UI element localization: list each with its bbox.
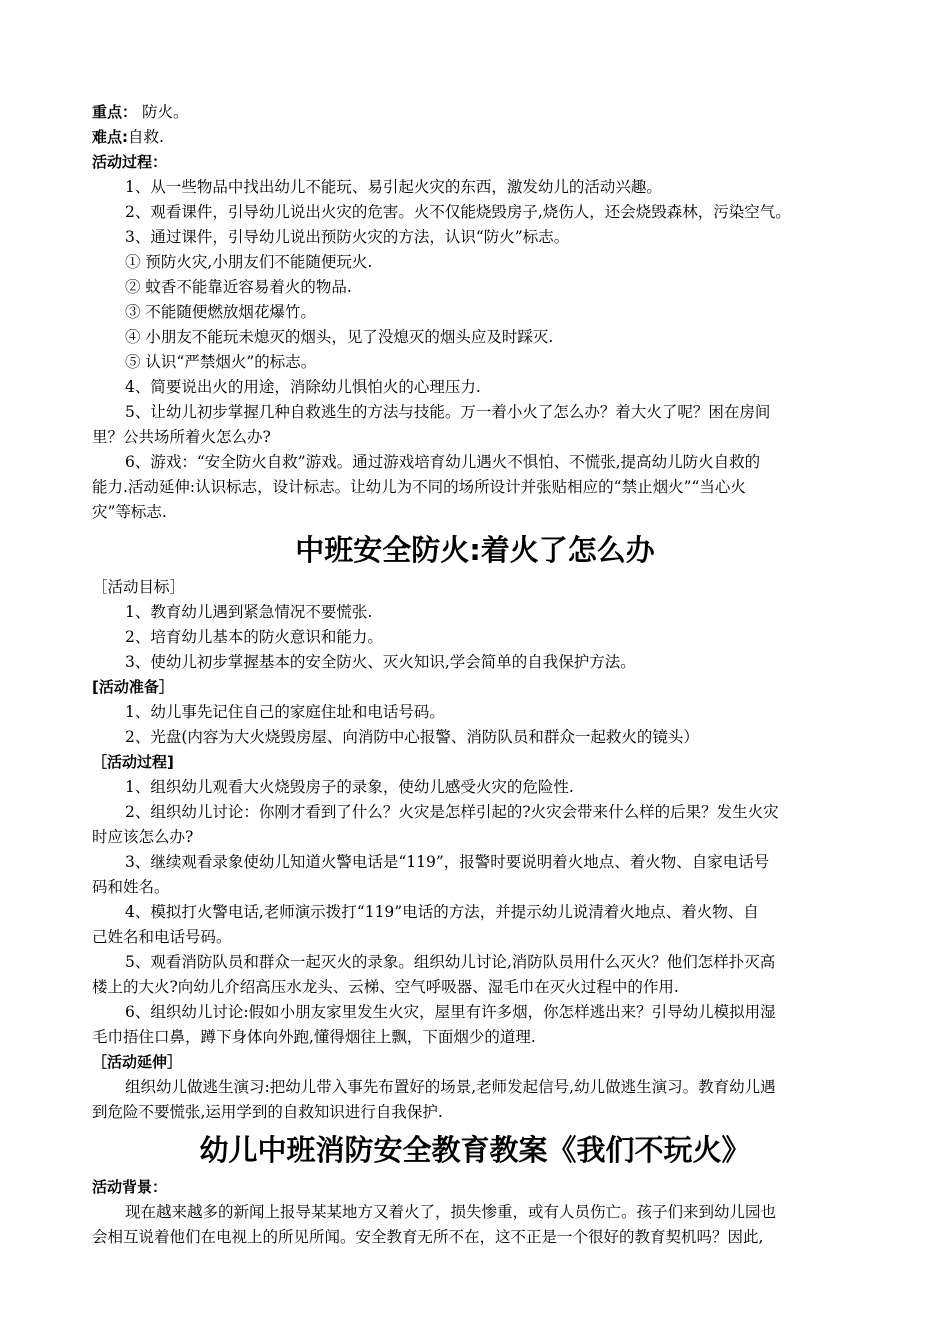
paragraph-line: 3、通过课件，引导幼儿说出预防火灾的方法，认识“防火”标志。 xyxy=(125,228,570,246)
paragraph-line: 毛巾捂住口鼻，蹲下身体向外跑,懂得烟往上飘，下面烟少的道理. xyxy=(92,1028,536,1046)
process-heading: 活动过程： xyxy=(92,153,168,171)
paragraph-line: 6、游戏：“安全防火自救”游戏。通过游戏培育幼儿遇火不惧怕、不慌张,提高幼儿防火自救的 xyxy=(125,453,761,471)
paragraph-line: ① 预防火灾,小朋友们不能随便玩火. xyxy=(125,253,373,271)
paragraph-line: 3、继续观看录象使幼儿知道火警电话是“119”，报警时要说明着火地点、着火物、自家电话号 xyxy=(125,853,770,871)
paragraph-line: 2、组织幼儿讨论：你刚才看到了什么？火灾是怎样引起的?火灾会带来什么样的后果？发生火灾 xyxy=(125,803,779,821)
paragraph-line: 4、模拟打火警电话,老师演示拨打“119”电话的方法，并提示幼儿说清着火地点、着火物、自 xyxy=(125,903,759,921)
paragraph-line: 1、从一些物品中找出幼儿不能玩、易引起火灾的东西，激发幼儿的活动兴趣。 xyxy=(125,178,662,196)
paragraph-line: ⑤ 认识“严禁烟火”的标志。 xyxy=(125,353,317,371)
section-title: 中班安全防火:着火了怎么办 xyxy=(295,533,655,567)
goal-heading: ［活动目标］ xyxy=(92,578,186,596)
paragraph-line: 5、观看消防队员和群众一起灭火的录象。组织幼儿讨论,消防队员用什么灭火？他们怎样扑灭高 xyxy=(125,953,776,971)
paragraph-line: 现在越来越多的新闻上报导某某地方又着火了，损失惨重，或有人员伤亡。孩子们来到幼儿园也 xyxy=(125,1203,777,1221)
paragraph-line: ② 蚊香不能靠近容易着火的物品. xyxy=(125,278,352,296)
difficulty-text: 自救. xyxy=(128,128,164,146)
paragraph-line: ④ 小朋友不能玩未熄灭的烟头，见了没熄灭的烟头应及时踩灭. xyxy=(125,328,554,346)
paragraph-line: 1、教育幼儿遇到紧急情况不要慌张. xyxy=(125,603,373,621)
paragraph-line: 1、幼儿事先记住自己的家庭住址和电话号码。 xyxy=(125,703,445,721)
paragraph-line: 己姓名和电话号码。 xyxy=(92,928,232,946)
prep-heading: [活动准备］ xyxy=(92,678,174,696)
process-heading-2: ［活动过程] xyxy=(92,753,174,771)
paragraph-line: 能力.活动延伸:认识标志，设计标志。让幼儿为不同的场所设计并张贴相应的“禁止烟火”“当心火 xyxy=(92,478,746,496)
paragraph-line: 2、培育幼儿基本的防火意识和能力。 xyxy=(125,628,383,646)
paragraph-line: 里？公共场所着火怎么办? xyxy=(92,428,271,446)
paragraph-line: 时应该怎么办? xyxy=(92,828,194,846)
paragraph-line: 1、组织幼儿观看大火烧毁房子的录象，使幼儿感受火灾的危险性. xyxy=(125,778,574,796)
paragraph-line: 4、简要说出火的用途，消除幼儿惧怕火的心理压力. xyxy=(125,378,481,396)
key-point-line xyxy=(92,100,882,124)
paragraph-line: 会相互说着他们在电视上的所见所闻。安全教育无所不在，这不正是一个很好的教育契机吗？因此, xyxy=(92,1228,764,1246)
paragraph-line: 2、观看课件，引导幼儿说出火灾的危害。火不仅能烧毁房子,烧伤人，还会烧毁森林，污染空气。 xyxy=(125,203,791,221)
paragraph-line: 6、组织幼儿讨论:假如小朋友家里发生火灾，屋里有许多烟，你怎样逃出来？引导幼儿模拟用湿 xyxy=(125,1003,776,1021)
difficulty-line xyxy=(92,125,882,149)
extension-heading: ［活动延伸］ xyxy=(92,1053,183,1071)
paragraph-line: ③ 不能随便燃放烟花爆竹。 xyxy=(125,303,316,321)
paragraph-line: 2、光盘(内容为大火烧毁房屋、向消防中心报警、消防队员和群众一起救火的镜头） xyxy=(125,728,699,746)
paragraph-line: 组织幼儿做逃生演习:把幼儿带入事先布置好的场景,老师发起信号,幼儿做逃生演习。教育幼儿遇 xyxy=(125,1078,776,1096)
key-point-label: 重点： xyxy=(92,103,138,121)
key-point-text: 防火。 xyxy=(137,103,189,121)
paragraph-line: 楼上的大火?向幼儿介绍高压水龙头、云梯、空气呼吸器、湿毛巾在灭火过程中的作用. xyxy=(92,978,679,996)
paragraph-line: 到危险不要慌张,运用学到的自救知识进行自我保护. xyxy=(92,1103,443,1121)
paragraph-line: 3、使幼儿初步掌握基本的安全防火、灭火知识,学会简单的自我保护方法。 xyxy=(125,653,636,671)
paragraph-line: 灾”等标志. xyxy=(92,503,167,521)
background-heading: 活动背景： xyxy=(92,1178,168,1196)
section-title-2: 幼儿中班消防安全教育教案《我们不玩火》 xyxy=(199,1133,751,1167)
paragraph-line: 码和姓名。 xyxy=(92,878,170,896)
paragraph-line: 5、让幼儿初步掌握几种自救逃生的方法与技能。万一着小火了怎么办？着大火了呢？困在房间 xyxy=(125,403,771,421)
difficulty-label: 难点: xyxy=(92,128,128,146)
